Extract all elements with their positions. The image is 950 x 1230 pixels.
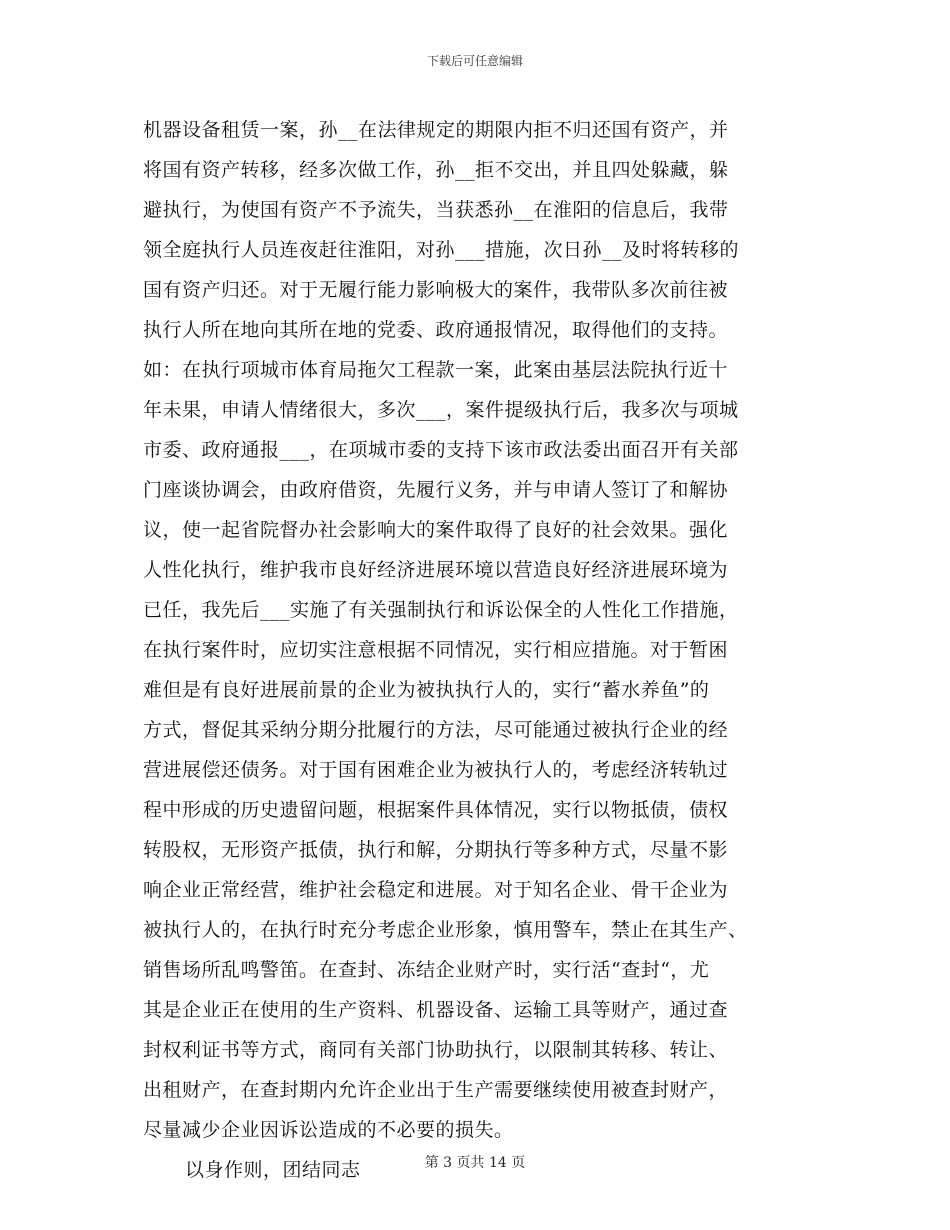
text-line: 出租财产，在查封期内允许企业出于生产需要继续使用被查封财产， <box>143 1079 729 1101</box>
text-line: 国有资产归还。对于无履行能力影响极大的案件，我带队多次前往被 <box>143 279 729 301</box>
document-body <box>143 110 808 1190</box>
text-line: 门座谈协调会，由政府借资，先履行义务，并与申请人签订了和解协 <box>143 479 729 501</box>
text-line: 机器设备租赁一案，孙__在法律规定的期限内拒不归还国有资产，并 <box>143 119 729 141</box>
text-line: 程中形成的历史遗留问题，根据案件具体情况，实行以物抵债，债权 <box>143 799 729 821</box>
text-line: 封权利证书等方式，商同有关部门协助执行，以限制其转移、转让、 <box>143 1039 729 1061</box>
text-line: 方式，督促其采纳分期分批履行的方法，尽可能通过被执行企业的经 <box>143 719 729 741</box>
text-line: 市委、政府通报___，在项城市委的支持下该市政法委出面召开有关部 <box>143 439 739 461</box>
text-line: 其是企业正在使用的生产资料、机器设备、运输工具等财产，通过查 <box>143 999 729 1021</box>
page-number: 第 3 页共 14 页 <box>424 1155 526 1171</box>
text-line: 议，使一起省院督办社会影响大的案件取得了良好的社会效果。强化 <box>143 519 729 541</box>
page-header: 下载后可任意编辑 <box>426 54 523 68</box>
section-heading: 以身作则，团结同志 <box>185 1159 361 1181</box>
text-line: 尽量减少企业因诉讼造成的不必要的损失。 <box>143 1119 514 1141</box>
text-line: 转股权，无形资产抵债，执行和解，分期执行等多种方式，尽量不影 <box>143 839 729 861</box>
text-line: 如：在执行项城市体育局拖欠工程款一案，此案由基层法院执行近十 <box>143 359 729 381</box>
text-line: 执行人所在地向其所在地的党委、政府通报情况，取得他们的支持。 <box>143 319 729 341</box>
text-line: 响企业正常经营，维护社会稳定和进展。对于知名企业、骨干企业为 <box>143 879 729 901</box>
text-line: 年未果，申请人情绪很大，多次___，案件提级执行后，我多次与项城 <box>143 399 739 421</box>
text-line: 在执行案件时，应切实注意根据不同情况，实行相应措施。对于暂困 <box>143 639 729 661</box>
text-line: 难但是有良好进展前景的企业为被执执行人的，实行“蓄水养鱼”的 <box>143 679 710 701</box>
text-line: 将国有资产转移，经多次做工作，孙__拒不交出，并且四处躲藏，躲 <box>143 159 729 181</box>
text-line: 领全庭执行人员连夜赶往淮阳，对孙___措施，次日孙__及时将转移的 <box>143 239 740 261</box>
text-line: 被执行人的，在执行时充分考虑企业形象，慎用警车，禁止在其生产、 <box>143 919 748 941</box>
text-line: 避执行，为使国有资产不予流失，当获悉孙__在淮阳的信息后，我带 <box>143 199 729 221</box>
text-line: 已任，我先后___实施了有关强制执行和诉讼保全的人性化工作措施， <box>143 599 739 621</box>
text-line: 营进展偿还债务。对于国有困难企业为被执行人的，考虑经济转轨过 <box>143 759 729 781</box>
text-line: 销售场所乱鸣警笛。在查封、冻结企业财产时，实行活“查封“，尤 <box>143 959 710 981</box>
text-line: 人性化执行，维护我市良好经济进展环境以营造良好经济进展环境为 <box>143 559 729 581</box>
